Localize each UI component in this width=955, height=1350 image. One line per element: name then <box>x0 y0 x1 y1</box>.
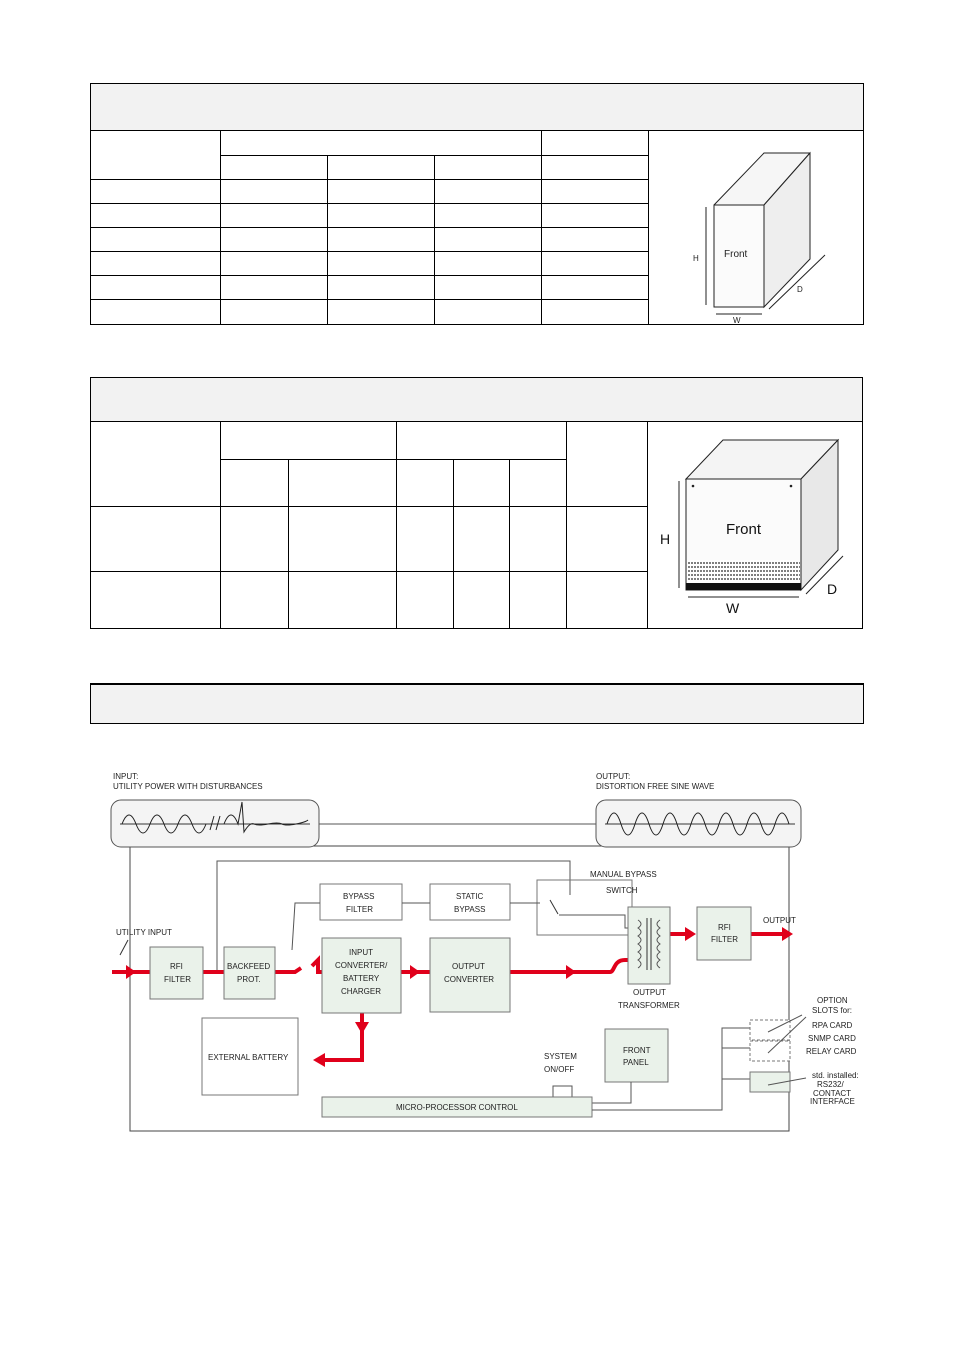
svg-text:PANEL: PANEL <box>623 1058 649 1067</box>
illustration-cell-1 <box>647 130 864 325</box>
height-label: H <box>660 531 671 547</box>
output-converter-label: OUTPUT <box>452 962 485 971</box>
bypass-filter-label: BYPASS <box>343 892 375 901</box>
table-row <box>91 204 649 228</box>
svg-text:INTERFACE: INTERFACE <box>810 1097 855 1106</box>
depth-label: D <box>827 581 838 597</box>
svg-text:TRANSFORMER: TRANSFORMER <box>618 1001 680 1010</box>
input-caption: INPUT: <box>113 772 139 781</box>
svg-text:BATTERY: BATTERY <box>343 974 380 983</box>
front-label: Front <box>724 249 748 260</box>
micro-control-label: MICRO-PROCESSOR CONTROL <box>396 1103 518 1112</box>
svg-text:CONVERTER: CONVERTER <box>444 975 495 984</box>
front-panel-label: FRONT <box>623 1046 651 1055</box>
table-row <box>91 252 649 276</box>
width-label: W <box>733 316 741 325</box>
table-cell <box>542 156 649 180</box>
switch-label: SWITCH <box>606 886 638 895</box>
ups-block-diagram <box>100 760 870 1140</box>
dimensions-table-1 <box>90 130 649 325</box>
svg-text:RS232/: RS232/ <box>817 1080 844 1089</box>
output-caption: OUTPUT: <box>596 772 631 781</box>
system-onoff-label: SYSTEM <box>544 1052 577 1061</box>
illustration-cell-2 <box>646 421 863 629</box>
relay-card-label: RELAY CARD <box>806 1047 857 1056</box>
option-slots-label: OPTION <box>817 996 848 1005</box>
rpa-card-label: RPA CARD <box>812 1021 853 1030</box>
table-row <box>91 276 649 300</box>
table-cell <box>221 131 542 156</box>
rfi-filter-input-block <box>150 947 203 999</box>
svg-text:FILTER: FILTER <box>164 975 191 984</box>
table-row <box>91 180 649 204</box>
output-transformer-label: OUTPUT <box>633 988 666 997</box>
output-label: OUTPUT <box>763 916 796 925</box>
svg-text:CONTACT: CONTACT <box>813 1089 852 1098</box>
svg-text:ON/OFF: ON/OFF <box>544 1065 575 1074</box>
table-cell <box>328 156 435 180</box>
svg-text:FILTER: FILTER <box>346 905 373 914</box>
width-label: W <box>726 600 740 616</box>
backfeed-protection-block <box>224 947 275 999</box>
output-caption-line2: DISTORTION FREE SINE WAVE <box>596 782 715 791</box>
height-label: H <box>693 254 699 263</box>
section3-header <box>90 683 864 724</box>
bypass-filter-block <box>320 884 402 920</box>
svg-text:FILTER: FILTER <box>711 935 738 944</box>
depth-label: D <box>797 285 803 294</box>
svg-text:CONVERTER/: CONVERTER/ <box>335 961 388 970</box>
table-cell <box>221 156 328 180</box>
table-cell <box>542 131 649 156</box>
static-bypass-label: STATIC <box>456 892 484 901</box>
svg-text:BYPASS: BYPASS <box>454 905 486 914</box>
table-row <box>91 228 649 252</box>
rfi-filter-output-block <box>697 907 751 960</box>
cabinet-cube-illustration <box>646 422 862 629</box>
input-converter-label: INPUT <box>349 948 373 957</box>
table2-header <box>90 377 863 422</box>
output-transformer-block <box>628 907 670 984</box>
table-cell <box>435 156 542 180</box>
table-cell <box>91 131 221 180</box>
snmp-card-label: SNMP CARD <box>808 1034 856 1043</box>
svg-text:PROT.: PROT. <box>237 975 261 984</box>
utility-input-label: UTILITY INPUT <box>116 928 172 937</box>
external-battery-label: EXTERNAL BATTERY <box>208 1053 289 1062</box>
front-panel-block <box>605 1029 668 1082</box>
table-row <box>91 300 649 325</box>
svg-text:CHARGER: CHARGER <box>341 987 382 996</box>
svg-text:SLOTS for:: SLOTS for: <box>812 1006 853 1015</box>
table-row <box>91 572 648 629</box>
front-label: Front <box>726 521 762 538</box>
std-installed-label: std. installed: <box>812 1071 859 1080</box>
cabinet-tower-illustration <box>647 131 863 325</box>
table-row <box>91 507 648 572</box>
rpa-card-slot <box>750 1020 790 1040</box>
rfi-filter-input-label: RFI <box>170 962 183 971</box>
backfeed-label: BACKFEED <box>227 962 271 971</box>
manual-bypass-label: MANUAL BYPASS <box>590 870 657 879</box>
system-switch-icon <box>553 1086 572 1097</box>
input-caption-line2: UTILITY POWER WITH DISTURBANCES <box>113 782 263 791</box>
table1-header <box>90 83 864 131</box>
dimensions-table-2 <box>90 421 648 629</box>
rfi-filter-output-label: RFI <box>718 923 731 932</box>
static-bypass-block <box>430 884 510 920</box>
